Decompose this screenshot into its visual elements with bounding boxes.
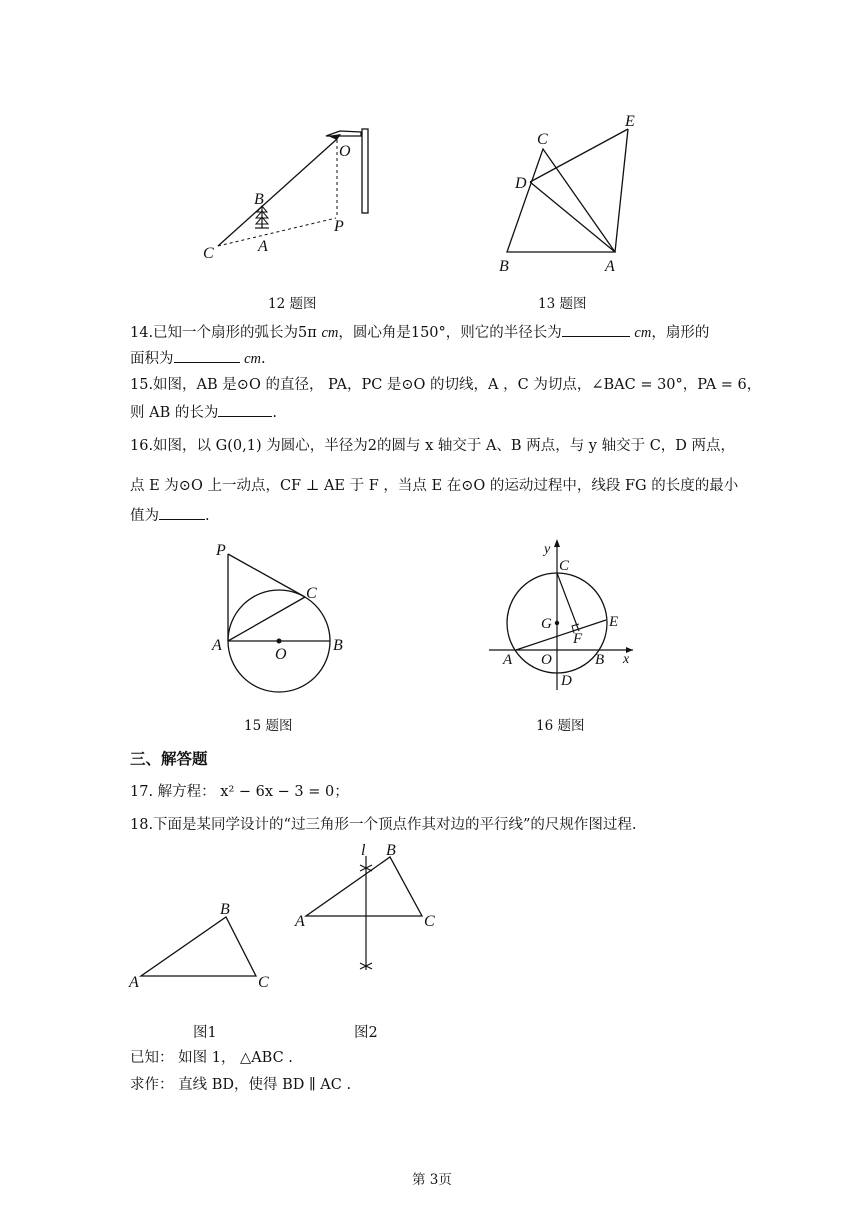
caption-fig18-1: 图1: [193, 1025, 217, 1041]
figure-12: [195, 118, 385, 268]
label-B: B: [254, 191, 264, 208]
label-A: A: [212, 637, 222, 654]
label-C: C: [559, 558, 570, 574]
label-B: B: [386, 842, 396, 859]
label-A: A: [258, 238, 268, 255]
label-P: P: [216, 542, 226, 559]
label-B: B: [333, 637, 343, 654]
page-footer: 第 3页: [412, 1172, 452, 1188]
figure-18-2: [290, 838, 450, 978]
label-x: x: [623, 652, 630, 667]
figure-18-1: [125, 895, 285, 995]
label-G: G: [541, 616, 552, 632]
label-B: B: [499, 258, 509, 275]
label-C: C: [424, 913, 435, 930]
label-O: O: [339, 143, 351, 160]
question-18-known: 已知： 如图 1， △ABC .: [130, 1050, 293, 1066]
question-14-line2: 面积为 cm.: [130, 348, 266, 369]
figure-13: [495, 110, 645, 280]
label-C: C: [537, 131, 548, 148]
caption-fig16: 16 题图: [536, 718, 585, 734]
question-15-line2: 则 AB 的长为 .: [130, 402, 277, 423]
question-17: 17. 解方程： x² − 6x − 3 = 0；: [130, 784, 349, 800]
label-D: D: [515, 175, 527, 192]
label-P: P: [334, 218, 344, 235]
figure-16: [485, 535, 645, 695]
figure-15: [205, 538, 355, 708]
label-A: A: [129, 974, 139, 991]
label-D: D: [561, 673, 572, 689]
label-A: A: [503, 652, 513, 668]
question-15-line1: 15.如图，AB 是⊙O 的直径， PA，PC 是⊙O 的切线，A ，C 为切点，∠BAC = 30°，PA = 6，: [130, 377, 762, 393]
label-B: B: [595, 652, 605, 668]
label-O: O: [275, 646, 287, 663]
question-18-construct: 求作： 直线 BD，使得 BD ∥ AC .: [130, 1077, 352, 1093]
caption-fig12: 12 题图: [268, 296, 317, 312]
label-C: C: [203, 245, 214, 262]
caption-fig18-2: 图2: [354, 1025, 378, 1041]
label-l: l: [361, 842, 366, 859]
question-14-line1: 14.已知一个扇形的弧长为5π cm，圆心角是150°，则它的半径长为 cm，扇形的: [130, 322, 709, 343]
caption-fig13: 13 题图: [538, 296, 587, 312]
question-16-line3: 值为 .: [130, 505, 210, 526]
label-O: O: [541, 652, 552, 668]
label-A: A: [605, 258, 615, 275]
label-F: F: [573, 631, 583, 647]
section-title: 三、解答题: [130, 749, 208, 768]
question-16-line2: 点 E 为⊙O 上一动点，CF ⊥ AE 于 F ，当点 E 在⊙O 的运动过程中，线段 FG 的长度的最小: [130, 478, 739, 494]
label-y: y: [544, 542, 551, 557]
question-18-intro: 18.下面是某同学设计的“过三角形一个顶点作其对边的平行线”的尺规作图过程.: [130, 817, 637, 833]
label-C: C: [306, 585, 317, 602]
label-A: A: [295, 913, 305, 930]
label-B: B: [220, 901, 230, 918]
label-C: C: [258, 974, 269, 991]
caption-fig15: 15 题图: [244, 718, 293, 734]
question-16-line1: 16.如图，以 G(0,1) 为圆心，半径为2的圆与 x 轴交于 A、B 两点，与 y 轴交于 C，D 两点，: [130, 438, 736, 454]
label-E: E: [625, 113, 635, 130]
label-E: E: [609, 614, 619, 630]
